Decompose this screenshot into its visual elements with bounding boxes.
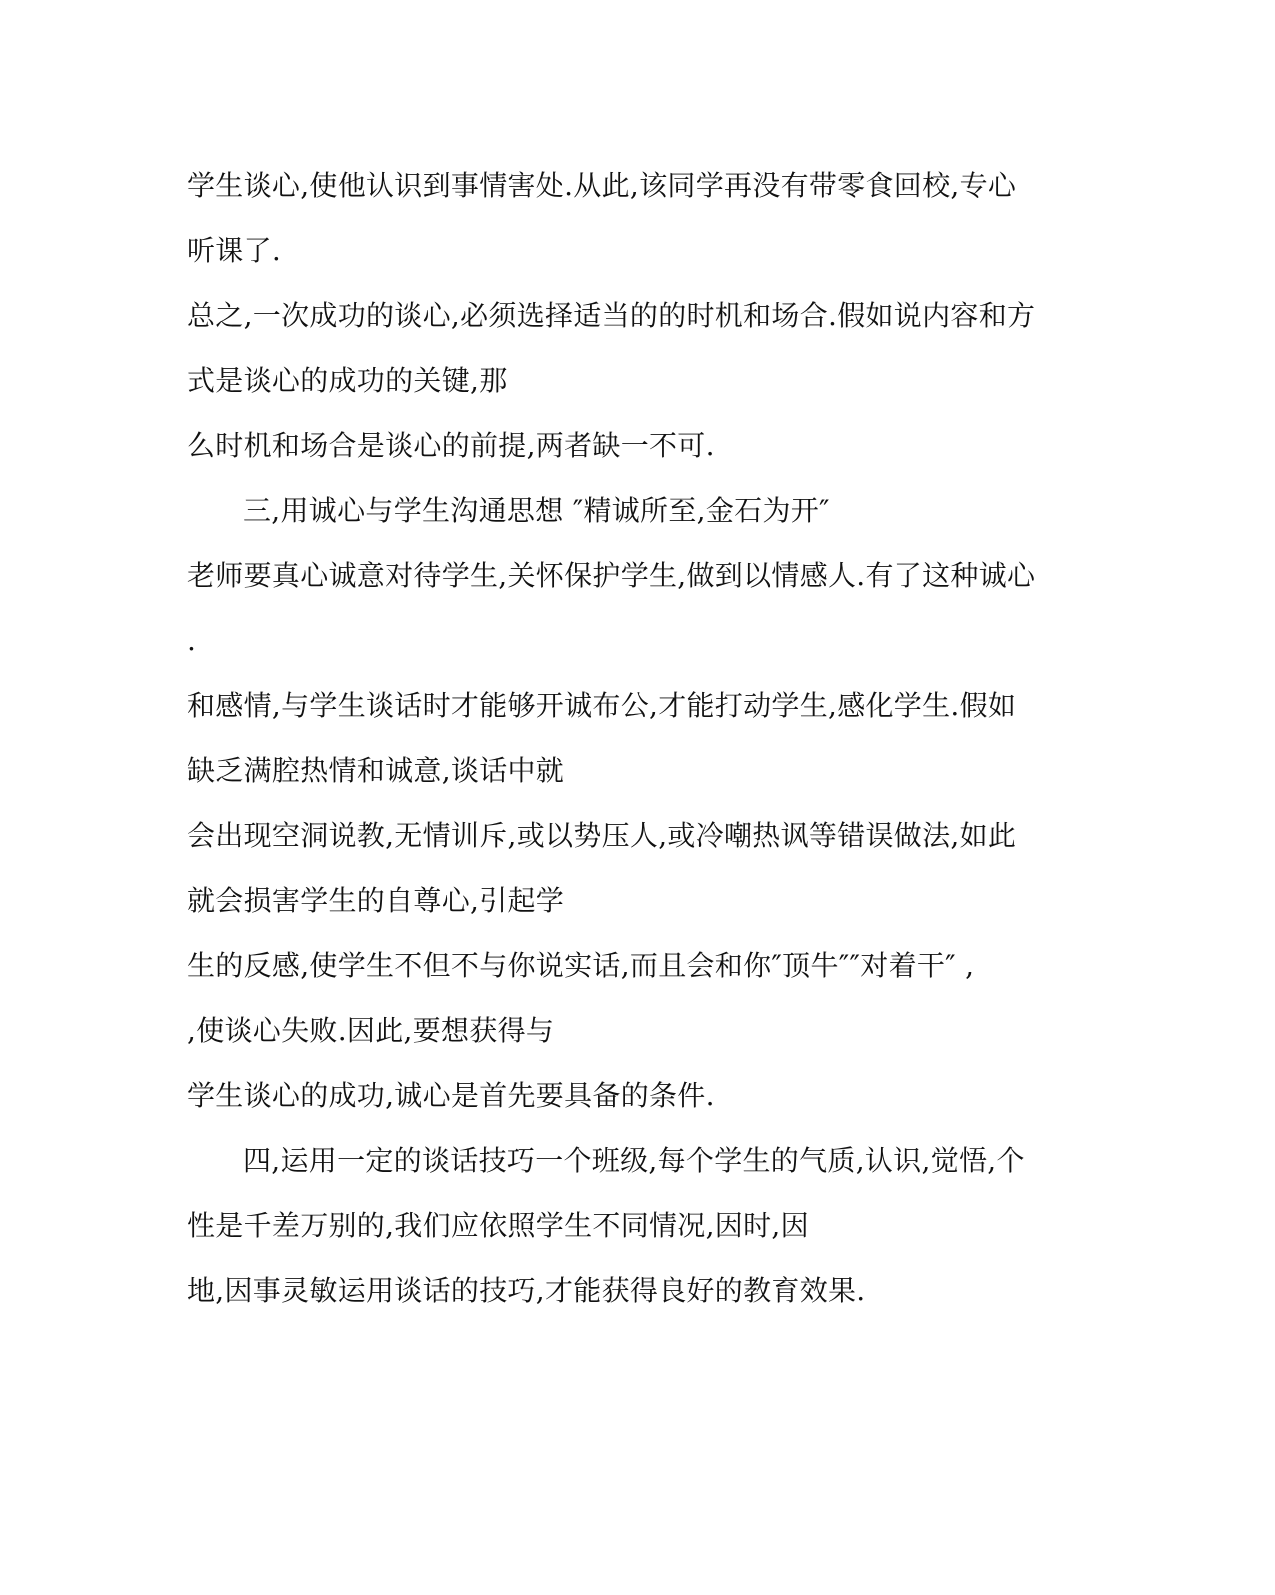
text-line: 性是千差万别的,我们应依照学生不同情况,因时,因 [187,1209,809,1242]
text-line: 生的反感,使学生不但不与你说实话,而且会和你″顶牛″″对着干″ , [187,949,975,982]
text-line: 地,因事灵敏运用谈话的技巧,才能获得良好的教育效果. [187,1274,866,1307]
text-line: ,使谈心失败.因此,要想获得与 [187,1014,555,1047]
text-line: 么时机和场合是谈心的前提,两者缺一不可. [187,429,715,462]
section-heading-3: 三,用诚心与学生沟通思想 ″精诚所至,金石为开″ [243,494,830,527]
text-line: 老师要真心诚意对待学生,关怀保护学生,做到以情感人.有了这种诚心 [187,559,1036,592]
text-line: 和感情,与学生谈话时才能够开诚布公,才能打动学生,感化学生.假如 [187,689,1017,722]
text-line: 学生谈心的成功,诚心是首先要具备的条件. [187,1079,715,1112]
text-line: 缺乏满腔热情和诚意,谈话中就 [187,754,565,787]
body-text [187,158,1087,1328]
text-line: 就会损害学生的自尊心,引起学 [187,884,565,917]
text-line: 式是谈心的成功的关键,那 [187,364,508,397]
text-line: . [187,624,197,657]
text-line: 听课了. [187,234,282,267]
section-heading-4: 四,运用一定的谈话技巧一个班级,每个学生的气质,认识,觉悟,个 [243,1144,1025,1177]
text-line: 总之,一次成功的谈心,必须选择适当的的时机和场合.假如说内容和方 [187,299,1036,332]
text-line: 学生谈心,使他认识到事情害处.从此,该同学再没有带零食回校,专心 [187,169,1017,202]
text-line: 会出现空洞说教,无情训斥,或以势压人,或冷嘲热讽等错误做法,如此 [187,819,1017,852]
